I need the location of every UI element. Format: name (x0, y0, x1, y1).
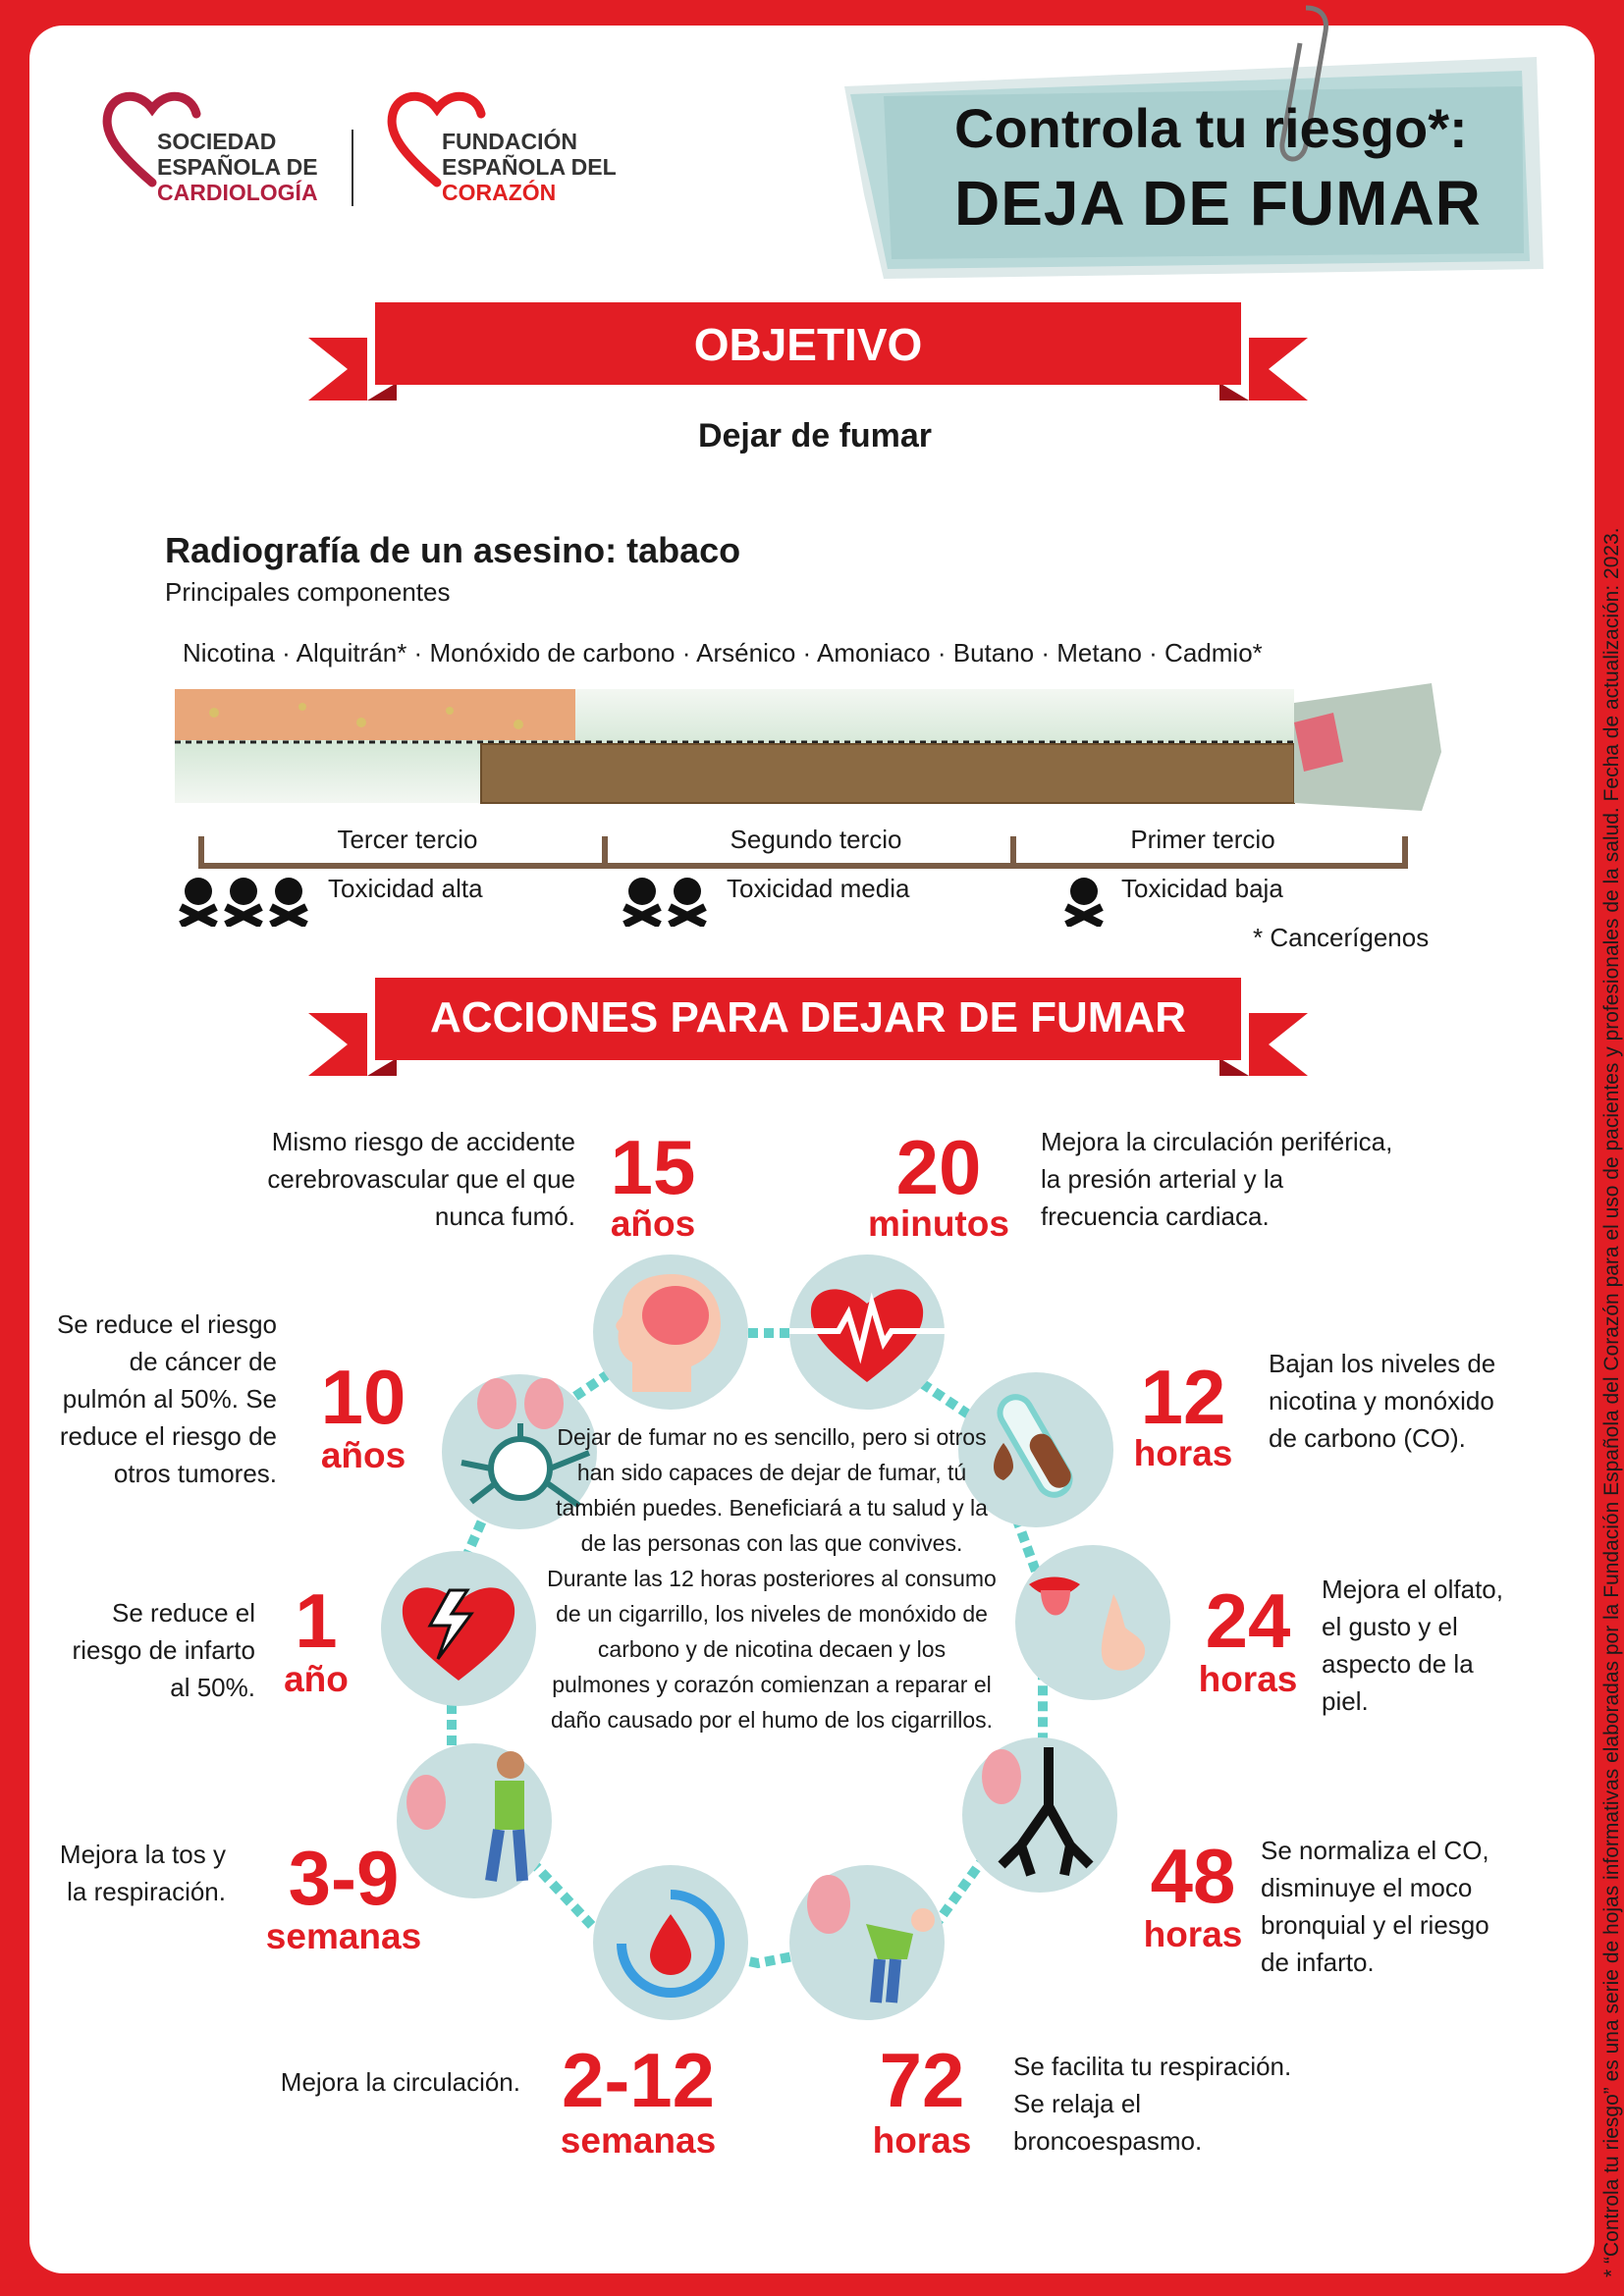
fec-line2: ESPAÑOLA DEL (442, 154, 617, 180)
circle-24-horas (1015, 1545, 1170, 1700)
logo-divider (352, 130, 353, 206)
sec-line2: ESPAÑOLA DE (157, 154, 318, 180)
center-explanation: Dejar de fumar no es sencillo, pero si otros han sido capaces de dejar de fumar, tú también puedes. Beneficiará a tu salud y la de las personas con las que convives. Durante las 12 horas posteriores al consumo de un cigarrillo, los niveles de monóxido de carbono y de nicotina decaen y los pulmones y corazón comienzan a reparar el daño causado por el humo de los cigarrillos. (547, 1424, 997, 1733)
heart-pulse-icon (789, 1255, 945, 1410)
fec-line1: FUNDACIÓN (442, 129, 577, 154)
unit-48-horas: horas (1143, 1914, 1243, 1954)
num-15-anos: 15 (610, 1124, 696, 1210)
num-2-12-semanas: 2-12 (561, 2037, 716, 2123)
tercio-label-2: Segundo tercio (730, 825, 902, 854)
unit-10-anos: años (320, 1435, 406, 1475)
desc-24-horas: Mejora el olfato, el gusto y el aspecto de la piel. (1322, 1575, 1503, 1716)
acciones-ribbon (308, 974, 1308, 1084)
circle-2-12-semanas (593, 1865, 748, 2020)
num-10-anos: 10 (320, 1354, 406, 1440)
objetivo-goal: Dejar de fumar (697, 417, 933, 454)
brain-head-icon (593, 1255, 748, 1410)
cigarette-illustration (175, 683, 1451, 811)
desc-12-horas: Bajan los niveles de nicotina y monóxido de carbono (CO). (1269, 1349, 1496, 1453)
num-12-horas: 12 (1140, 1354, 1226, 1440)
title-card (844, 47, 1546, 279)
circle-1-ano (381, 1551, 536, 1706)
fec-logo (383, 84, 619, 212)
broken-heart-icon (381, 1551, 536, 1706)
num-72-horas: 72 (879, 2037, 965, 2123)
unit-2-12-semanas: semanas (560, 2120, 717, 2161)
unit-1-ano: año (284, 1659, 349, 1699)
skull-icons-medium (621, 872, 715, 927)
num-1-ano: 1 (295, 1577, 338, 1664)
tercio-label-1: Primer tercio (1130, 825, 1275, 854)
unit-72-horas: horas (872, 2120, 972, 2161)
circle-48-horas (962, 1737, 1117, 1893)
bronchi-icon (962, 1737, 1117, 1893)
tox-label-low: Toxicidad baja (1121, 874, 1283, 903)
desc-48-horas: Se normaliza el CO, disminuye el moco bronquial y el riesgo de infarto. (1261, 1836, 1489, 1977)
num-3-9-semanas: 3-9 (288, 1835, 400, 1921)
desc-72-horas: Se facilita tu respiración. Se relaja el broncoespasmo. (1013, 2052, 1292, 2156)
tercio-label-3: Tercer tercio (337, 825, 478, 854)
components-list: Nicotina · Alquitrán* · Monóxido de carbono · Arsénico · Amoniaco · Butano · Metano · Cadmio* (183, 638, 1263, 667)
fec-line3: CORAZÓN (442, 180, 557, 205)
tox-label-medium: Toxicidad media (727, 874, 910, 903)
person-coughing-icon (789, 1865, 945, 2020)
title-line2: DEJA DE FUMAR (954, 168, 1482, 239)
acciones-title: ACCIONES PARA DEJAR DE FUMAR (429, 993, 1187, 1041)
sec-line3: CARDIOLOGÍA (157, 180, 318, 205)
nose-tongue-icon (1015, 1545, 1170, 1700)
desc-3-9-semanas: Mejora la tos y la respiración. (59, 1840, 226, 1906)
radiografia-title: Radiografía de un asesino: tabaco (165, 530, 741, 570)
num-48-horas: 48 (1150, 1833, 1236, 1919)
desc-1-ano: Se reduce el riesgo de infarto al 50%. (72, 1598, 255, 1702)
unit-12-horas: horas (1133, 1433, 1233, 1473)
desc-10-anos: Se reduce el riesgo de cáncer de pulmón al 50%. Se reduce el riesgo de otros tumores. (56, 1309, 277, 1488)
cancerigenos-footnote: * Cancerígenos (1253, 923, 1430, 952)
circle-15-anos (593, 1255, 748, 1410)
title-card-background (844, 47, 1546, 279)
skull-icons-high (177, 872, 314, 927)
unit-3-9-semanas: semanas (265, 1916, 422, 1956)
objetivo-ribbon (308, 298, 1308, 408)
radiografia-subtitle: Principales componentes (165, 577, 451, 607)
unit-24-horas: horas (1198, 1659, 1298, 1699)
tox-label-high: Toxicidad alta (328, 874, 483, 903)
skull-icon-low (1062, 872, 1111, 927)
blood-circulation-icon (593, 1865, 748, 2020)
unit-20-minutos: minutos (868, 1203, 1009, 1244)
objetivo-title: OBJETIVO (693, 319, 923, 370)
cigarette-icon (175, 683, 1451, 811)
num-24-horas: 24 (1205, 1577, 1291, 1664)
circle-20-minutos (789, 1255, 945, 1410)
sec-line1: SOCIEDAD (157, 129, 277, 154)
desc-2-12-semanas: Mejora la circulación. (280, 2067, 520, 2097)
circle-72-horas (789, 1865, 945, 2020)
desc-15-anos: Mismo riesgo de accidente cerebrovascular que el que nunca fumó. (267, 1127, 575, 1231)
num-20-minutos: 20 (895, 1124, 982, 1210)
unit-15-anos: años (610, 1203, 696, 1244)
sec-logo (98, 84, 334, 212)
desc-20-minutos: Mejora la circulación periférica, la presión arterial y la frecuencia cardiaca. (1041, 1127, 1393, 1231)
title-line1: Controla tu riesgo*: (954, 97, 1468, 159)
vertical-side-note: * “Controla tu riesgo” es una serie de hojas informativas elaboradas por la Fundación Española del Corazón para el uso de pacientes y profesionales de la salud. Fecha de actualización: 2023. (1600, 527, 1623, 2277)
